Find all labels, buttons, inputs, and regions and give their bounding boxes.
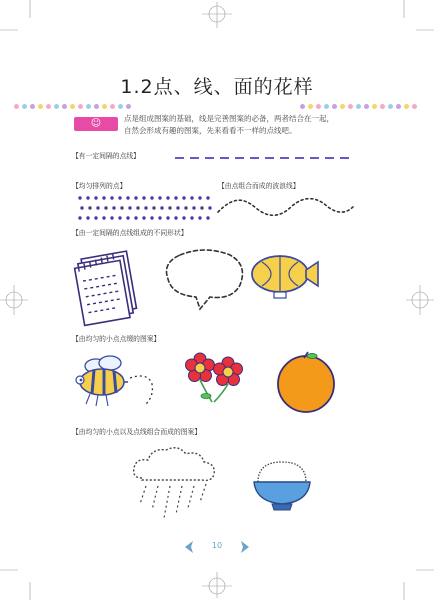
dot [206, 196, 209, 199]
crop-mark-left-center [0, 285, 30, 315]
dot [166, 216, 169, 219]
label-even-dots: 【均匀排列的点】 [72, 182, 127, 190]
dot [86, 216, 89, 219]
crop-mark-bottom-center [202, 568, 232, 598]
dot [158, 216, 161, 219]
intro-text [124, 113, 374, 137]
page-title: 1.2点、线、面的花样 [120, 76, 314, 98]
dot [206, 216, 209, 219]
dot [102, 216, 105, 219]
dot [134, 196, 137, 199]
dot [182, 196, 185, 199]
label-irregular-shapes: 【由一定间隔的点线组成的不同形状】 [72, 229, 188, 237]
dot [118, 196, 121, 199]
airship-icon [248, 248, 328, 308]
crop-mark-right-center [404, 285, 434, 315]
dot [160, 206, 163, 209]
notepad-icon [72, 245, 142, 325]
label-even-dots-patterns: 【由均匀的小点点缀的图案】 [72, 335, 161, 343]
dot [134, 216, 137, 219]
dot [78, 196, 81, 199]
dot [96, 206, 99, 209]
dot [110, 216, 113, 219]
label-combined-patterns: 【由均匀的小点以及点线组合而成的图案】 [72, 428, 202, 436]
dot [128, 206, 131, 209]
dot [126, 196, 129, 199]
bee-icon [72, 352, 162, 422]
dot [110, 196, 113, 199]
even-dots-sample [76, 194, 216, 224]
dot [200, 206, 203, 209]
dot [182, 216, 185, 219]
dot [174, 216, 177, 219]
wavy-dotted-line [218, 192, 358, 222]
label-wavy-line: 【由点组合而成的波浪线】 [218, 182, 300, 190]
dot [104, 206, 107, 209]
dot [136, 206, 139, 209]
dot [208, 206, 211, 209]
dot [144, 206, 147, 209]
dot [150, 216, 153, 219]
dot [120, 206, 123, 209]
crop-mark-top-center [202, 2, 232, 32]
flowers-icon [182, 350, 252, 410]
dot [190, 196, 193, 199]
label-dashed-line: 【有一定间隔的点线】 [72, 152, 140, 160]
dot [192, 206, 195, 209]
orange-icon [272, 348, 342, 418]
speech-bubble-icon [160, 245, 250, 315]
dot [174, 196, 177, 199]
dot [118, 216, 121, 219]
dot [112, 206, 115, 209]
dot [190, 216, 193, 219]
crop-mark-top-left [0, 0, 60, 60]
dot [158, 196, 161, 199]
dot [166, 196, 169, 199]
dashed-line-sample [175, 155, 365, 161]
dot [176, 206, 179, 209]
dot [142, 216, 145, 219]
title-dots-right [300, 94, 424, 100]
dot [184, 206, 187, 209]
smiley-icon: ☺ [90, 118, 102, 129]
rain-cloud-icon [128, 444, 228, 534]
dot [168, 206, 171, 209]
dot [126, 216, 129, 219]
dot [102, 196, 105, 199]
dot [88, 206, 91, 209]
intro-line-2: 自然会形成有趣的图案，先来看看不一样的点线吧。 [124, 126, 297, 135]
page-number: 10 [211, 541, 223, 550]
dot [94, 196, 97, 199]
dot [78, 216, 81, 219]
dot [198, 196, 201, 199]
crop-mark-top-right [374, 0, 434, 60]
title-dots-left [14, 94, 138, 100]
dot [198, 216, 201, 219]
intro-line-1: 点是组成图案的基础，线是完善图案的必备，两者结合在一起， [124, 114, 334, 123]
dot [94, 216, 97, 219]
dot [152, 206, 155, 209]
dot [86, 196, 89, 199]
rice-bowl-icon [248, 456, 318, 516]
intro-badge [74, 117, 118, 131]
dot [142, 196, 145, 199]
dot [80, 206, 83, 209]
dot [150, 196, 153, 199]
